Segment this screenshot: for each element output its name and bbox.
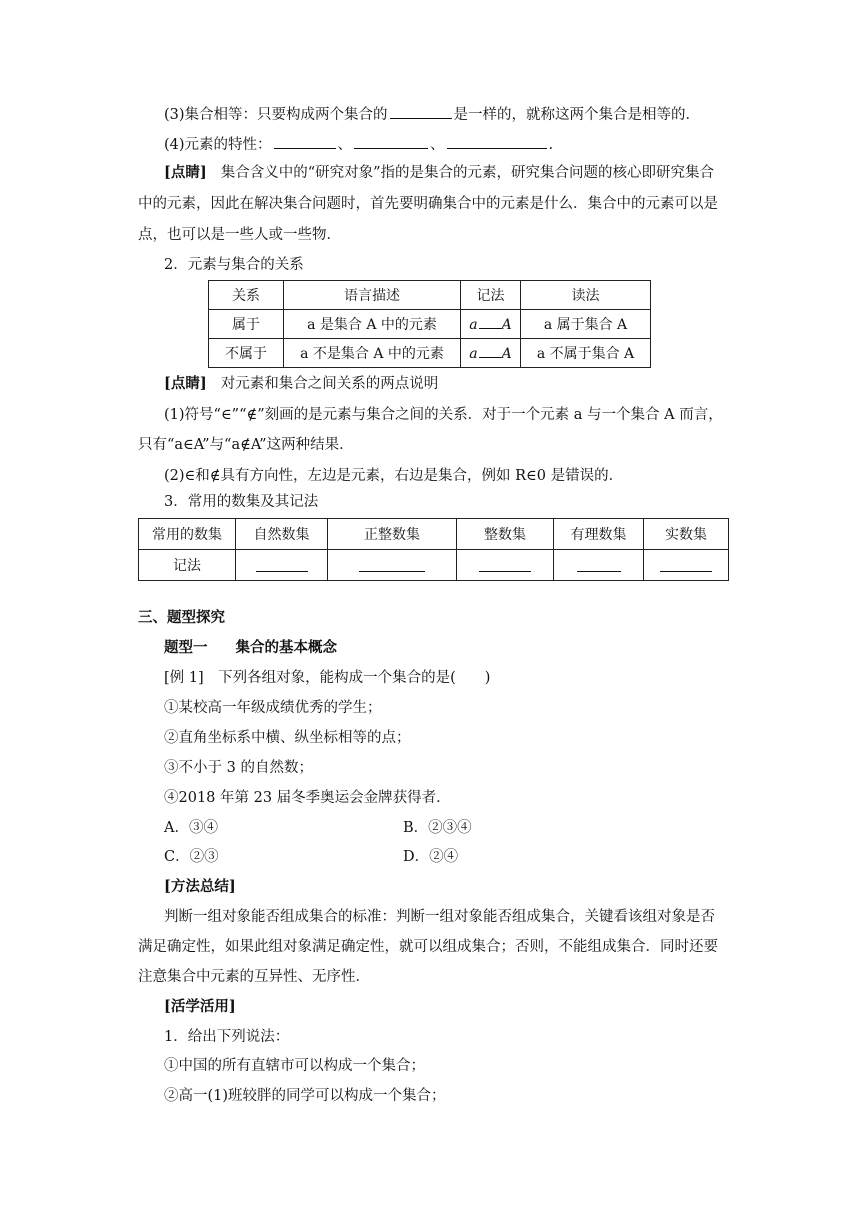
table-cell: a 不属于集合 A: [521, 339, 651, 368]
table-header: 正整数集: [328, 519, 457, 550]
fill-blank: [660, 559, 712, 572]
fill-blank: [479, 315, 501, 329]
cell-text: a 不是集合 A 中的元素: [300, 346, 444, 362]
question-type-heading: [164, 638, 337, 658]
table-header: 关系: [209, 281, 284, 310]
table-header: 常用的数集: [139, 519, 236, 550]
separator: 、: [430, 137, 445, 153]
practice-tag: [活学活用]: [164, 998, 236, 1015]
cell-text: a 是集合 A 中的元素: [307, 317, 437, 333]
question-type-label: 题型一: [164, 639, 208, 656]
fill-blank: [479, 559, 531, 572]
section-title-element-set-relation: 2．元素与集合的关系: [164, 257, 304, 273]
item-element-properties-lead: (4)元素的特性：: [164, 137, 272, 153]
table-row: [209, 310, 651, 339]
table-cell: 不属于: [209, 339, 284, 368]
table-cell: [461, 310, 521, 339]
table-header: 自然数集: [236, 519, 328, 550]
table-cell: 属于: [209, 310, 284, 339]
list-item: ②直角坐标系中横、纵坐标相等的点；: [164, 730, 411, 746]
fill-blank: [274, 134, 336, 149]
number-set-table: [138, 518, 729, 581]
fill-blank: [256, 559, 308, 572]
note-paragraph-2-line1: (1)符号“∈”“∉”刻画的是元素与集合之间的关系．对于一个元素 a 与一个集合 A 而言，: [164, 407, 723, 423]
option-c: C．②③: [164, 849, 219, 865]
cell-text: A: [501, 346, 512, 362]
table-header: 语言描述: [284, 281, 461, 310]
fill-blank: [354, 134, 428, 149]
table-cell: 记法: [139, 550, 236, 581]
list-item: ②高一(1)班较胖的同学可以构成一个集合；: [164, 1088, 446, 1104]
note-text: 集合含义中的“研究对象”指的是集合的元素，研究集合问题的核心即研究集合: [220, 165, 715, 181]
item-set-equality-lead: (3)集合相等：只要构成两个集合的: [164, 107, 388, 123]
table-cell: [284, 339, 461, 368]
table-cell: [457, 550, 554, 581]
note-paragraph-2-line2: 只有“a∈A”与“a∉A”这两种结果．: [138, 437, 354, 453]
practice-question: 1．给出下列说法：: [164, 1029, 290, 1045]
method-summary-line1: 判断一组对象能否组成集合的标准：判断一组对象能否组成集合，关键看该组对象是否: [164, 909, 715, 925]
item-set-equality: [164, 104, 700, 125]
fill-blank: [479, 344, 501, 358]
fill-blank: [577, 559, 621, 572]
relation-table: [208, 280, 651, 368]
item-set-equality-tail: 是一样的，就称这两个集合是相等的．: [453, 107, 701, 123]
note-paragraph-1-line2: 中的元素，因此在解决集合问题时，首先要明确集合中的元素是什么．集合中的元素可以是: [138, 196, 718, 212]
fill-blank: [359, 559, 425, 572]
note-paragraph-1: [164, 163, 714, 183]
table-header: 实数集: [644, 519, 729, 550]
table-cell: [554, 550, 644, 581]
fill-blank: [390, 104, 452, 119]
cell-text: a: [469, 317, 478, 333]
section-title-number-sets: 3．常用的数集及其记法: [164, 494, 319, 510]
option-b: B．②③④: [403, 820, 472, 836]
item-element-properties: [164, 134, 553, 155]
table-header: 记法: [461, 281, 521, 310]
option-d: D．②④: [403, 849, 459, 865]
method-summary-line2: 满足确定性，如果此组对象满足确定性，就可以组成集合；否则，不能组成集合．同时还要: [138, 939, 718, 955]
table-row: [139, 550, 729, 581]
option-a: A．③④: [164, 820, 218, 836]
table-header: 有理数集: [554, 519, 644, 550]
method-summary-line3: 注意集合中元素的互异性、无序性．: [138, 969, 370, 985]
part-title: 三、题型探究: [138, 609, 225, 626]
list-item: ①中国的所有直辖市可以构成一个集合；: [164, 1058, 425, 1074]
table-header: 读法: [521, 281, 651, 310]
table-cell: [644, 550, 729, 581]
list-item: ①某校高一年级成绩优秀的学生；: [164, 700, 382, 716]
note-paragraph-2: [164, 374, 438, 394]
list-item: ③不小于 3 的自然数；: [164, 760, 313, 776]
note-tag: [点睛]: [164, 375, 207, 392]
list-item: ④2018 年第 23 届冬季奥运会金牌获得者．: [164, 790, 451, 806]
cell-text: A: [501, 317, 512, 333]
table-cell: [328, 550, 457, 581]
method-summary-tag: [方法总结]: [164, 878, 236, 895]
table-row: [209, 339, 651, 368]
cell-text: a: [469, 346, 478, 362]
table-header: 整数集: [457, 519, 554, 550]
table-cell: [236, 550, 328, 581]
table-cell: [284, 310, 461, 339]
table-cell: [461, 339, 521, 368]
note-tag: [点睛]: [164, 164, 207, 181]
fill-blank: [447, 134, 547, 149]
example-stem: [例 1] 下列各组对象，能构成一个集合的是( ): [164, 670, 491, 686]
question-type-title: 集合的基本概念: [235, 639, 337, 656]
period: .: [548, 137, 554, 153]
table-cell: a 属于集合 A: [521, 310, 651, 339]
note-paragraph-2-line3: (2)∈和∉具有方向性，左边是元素，右边是集合，例如 R∈0 是错误的．: [164, 468, 624, 484]
note-paragraph-1-line3: 点，也可以是一些人或一些物．: [138, 227, 341, 243]
note-title: 对元素和集合之间关系的两点说明: [220, 376, 439, 392]
separator: 、: [337, 137, 353, 153]
